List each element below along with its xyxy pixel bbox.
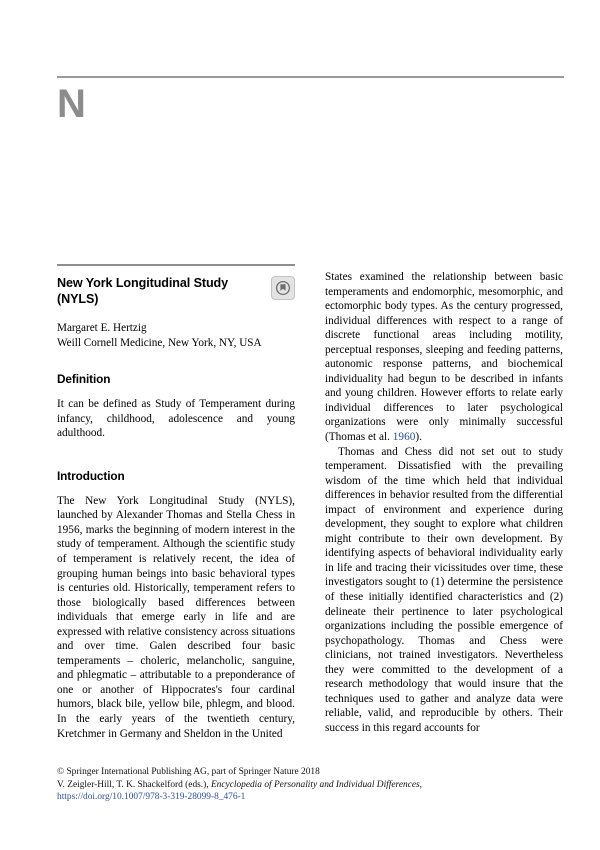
editors-line xyxy=(57,779,564,792)
doi-link[interactable]: https://doi.org/10.1007/978-3-319-28099-8_476-1 xyxy=(57,792,246,803)
paragraph-continuation-close: ). xyxy=(415,431,422,444)
right-column xyxy=(325,270,563,736)
heading-introduction: Introduction xyxy=(57,468,125,483)
paragraph-continuation-text: States examined the relationship between basic temperaments and endomorphic, mesomorphic, and ectomorphic body types. As the century progressed, individual differences with respect to a range of discrete functional areas including motility, perceptual responses, sleeping and feeding patterns, autonomic response patterns, and biochemical individuality had begun to be described in infants and young children. However efforts to relate early individual differences to later psychological organizations were only minimally successful (Thomas et al. xyxy=(325,271,563,444)
editors-suffix: , xyxy=(419,779,423,790)
entry-top-rule xyxy=(57,264,295,266)
running-head-rule xyxy=(57,76,564,78)
author-affiliation: Weill Cornell Medicine, New York, NY, USA xyxy=(57,336,262,349)
doi-line xyxy=(57,791,564,804)
section-letter: N xyxy=(57,82,86,126)
introduction-paragraph-2: Thomas and Chess did not set out to study temperament. Dissatisfied with the prevailing wisdom of the time which held that individual differences in behavior resulted from the differential impact of environment and experience during development, they sought to explore what children might contribute to their own development. By identifying aspects of behavioral individuality early in life and tracing their vicissitudes over time, these investigators sought to (1) determine the persistence of these initially identified characteristics and (2) delineate their pertinence to later psychological organizations including the possible emergence of psychopathology. Thomas and Chess were clinicians, not trained investigators. Nevertheless they were committed to the development of a research methodology that would insure that the techniques used to gather and analyze data were reliable, valid, and reproducible by others. Their success in this regard accounts for xyxy=(325,445,563,734)
author-name: Margaret E. Hertzig xyxy=(57,322,147,334)
editors-text: V. Zeigler-Hill, T. K. Shackelford (eds.), xyxy=(57,779,211,790)
copyright-line xyxy=(57,766,564,779)
introduction-paragraph-1: The New York Longitudinal Study (NYLS), launched by Alexander Thomas and Stella Chess in 1956, marks the beginning of modern interest in the study of temperament. Although the scientific study of temperament is relatively recent, the idea of grouping human beings into basic behavioral types is centuries old. Historically, temperament refers to those biologically based differences between individuals that emerge early in life and are expressed with relative consistency across situations and over time. Galen described four basic temperaments – choleric, melancholic, sanguine, and phlegmatic – attributable to a preponderance of one or another of Hippocrates's four cardinal humors, black bile, yellow bile, phlegm, and blood. In the early years of the twentieth century, Kretchmer in Germany and Sheldon in the United xyxy=(57,494,295,740)
check-for-updates-icon[interactable] xyxy=(271,276,295,300)
citation-link-1960[interactable]: 1960 xyxy=(392,431,416,444)
copyright-symbol: © xyxy=(57,767,65,777)
page-footer xyxy=(57,766,564,804)
heading-definition: Definition xyxy=(57,372,111,387)
book-title: Encyclopedia of Personality and Individual Differences xyxy=(210,779,420,790)
copyright-text: Springer International Publishing AG, part of Springer Nature 2018 xyxy=(64,767,320,777)
left-column xyxy=(57,264,295,741)
entry-title-row xyxy=(57,276,295,307)
introduction-paragraph-1-continued xyxy=(325,270,563,445)
definition-paragraph: It can be defined as Study of Temperament during infancy, childhood, adolescence and young adulthood. xyxy=(57,398,295,440)
page-title: New York Longitudinal Study (NYLS) xyxy=(57,276,229,306)
